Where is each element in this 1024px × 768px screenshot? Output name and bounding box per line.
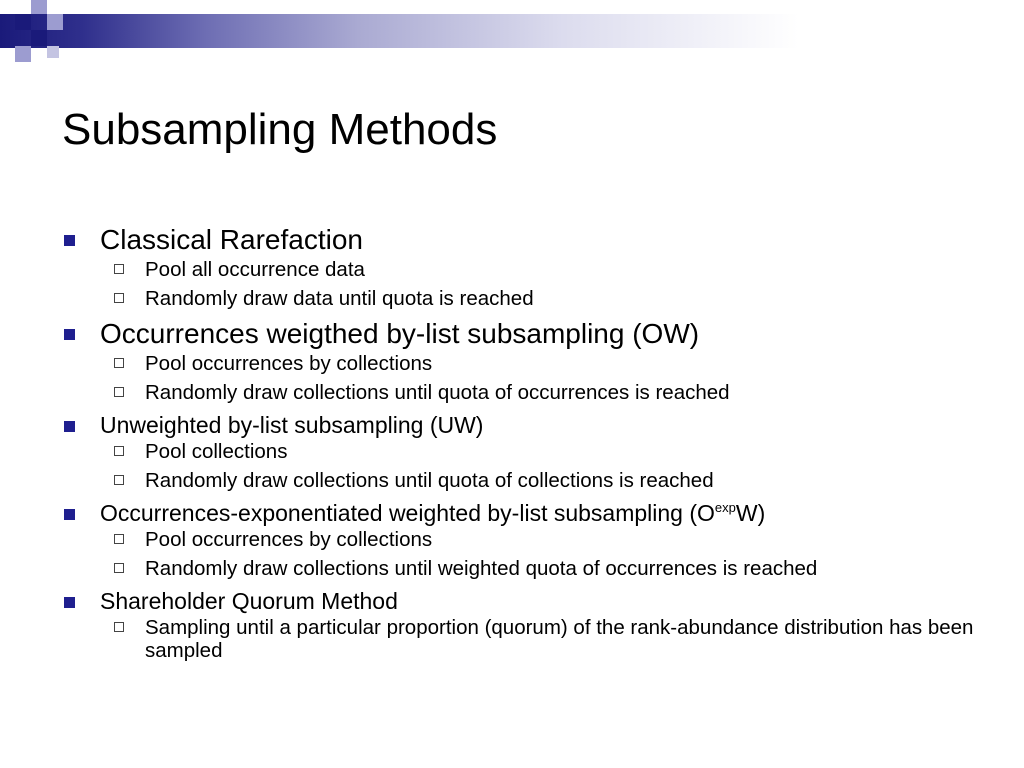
sub-bullet	[0, 557, 1024, 580]
sub-bullet-text: Pool collections	[145, 440, 288, 463]
bullet-text: Unweighted by-list subsampling (UW)	[100, 412, 484, 438]
header-square-light	[15, 46, 31, 62]
square-bullet-icon	[64, 235, 75, 246]
hollow-square-bullet-icon	[114, 622, 124, 632]
bullet-classical-rarefaction	[0, 222, 1024, 258]
sub-bullet	[0, 616, 1024, 662]
bullet-text: Occurrences weigthed by-list subsampling (OW)	[100, 318, 700, 349]
hollow-square-bullet-icon	[114, 446, 124, 456]
hollow-square-bullet-icon	[114, 293, 124, 303]
sub-bullet-text: Randomly draw collections until weighted quota of occurrences is reached	[145, 557, 818, 580]
bullet-text-end: W)	[735, 500, 766, 526]
bullet-shareholder-quorum	[0, 586, 1024, 616]
sub-bullet	[0, 469, 1024, 492]
sub-bullet	[0, 528, 1024, 551]
slide-title: Subsampling Methods	[62, 105, 498, 154]
bullet-uw-subsampling	[0, 410, 1024, 440]
sub-bullet	[0, 287, 1024, 310]
hollow-square-bullet-icon	[114, 387, 124, 397]
sub-bullet-text: Pool occurrences by collections	[145, 352, 433, 375]
hollow-square-bullet-icon	[114, 563, 124, 573]
square-bullet-icon	[64, 329, 75, 340]
square-bullet-icon	[64, 509, 75, 520]
sub-bullet-text: Pool all occurrence data	[145, 258, 365, 281]
sub-bullet	[0, 440, 1024, 463]
header-square-light	[47, 46, 59, 58]
bullet-oexpw-subsampling	[0, 498, 1024, 528]
hollow-square-bullet-icon	[114, 475, 124, 485]
sub-bullet	[0, 381, 1024, 404]
sub-bullet-text: Randomly draw collections until quota of collections is reached	[145, 469, 714, 492]
hollow-square-bullet-icon	[114, 264, 124, 274]
bullet-text: Classical Rarefaction	[100, 224, 363, 255]
bullet-text-superscript: exp	[714, 500, 736, 515]
sub-bullet-text: Randomly draw data until quota is reached	[145, 287, 534, 310]
sub-bullet-text: Sampling until a particular proportion (quorum) of the rank-abundance distribution has been sampled	[145, 616, 974, 662]
square-bullet-icon	[64, 421, 75, 432]
sub-bullet	[0, 258, 1024, 281]
square-bullet-icon	[64, 597, 75, 608]
header-square-light	[31, 0, 47, 14]
header-square-light	[47, 14, 63, 30]
bullet-text: Shareholder Quorum Method	[100, 588, 398, 614]
header-gradient-band	[0, 14, 1024, 48]
bullet-text-main: Occurrences-exponentiated weighted by-list subsampling (O	[100, 500, 715, 526]
bullet-ow-subsampling	[0, 316, 1024, 352]
slide-content	[0, 222, 1024, 668]
hollow-square-bullet-icon	[114, 358, 124, 368]
sub-bullet-text: Randomly draw collections until quota of occurrences is reached	[145, 381, 730, 404]
sub-bullet-text: Pool occurrences by collections	[145, 528, 433, 551]
sub-bullet	[0, 352, 1024, 375]
hollow-square-bullet-icon	[114, 534, 124, 544]
header-square-navy	[15, 14, 31, 30]
header-square-navy	[31, 30, 47, 46]
